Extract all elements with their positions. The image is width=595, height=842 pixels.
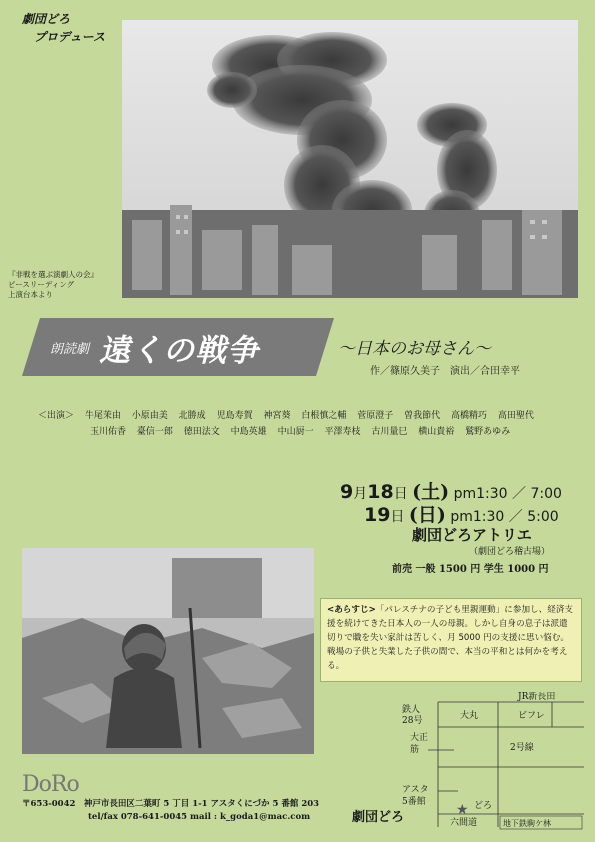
smoke-city-photo <box>122 20 578 298</box>
cast-member: 横山貴裕 <box>418 427 455 437</box>
date-line-1 <box>340 482 562 505</box>
producer-line-1: 劇団どろ <box>22 12 71 26</box>
producer-credit <box>22 10 105 46</box>
caption-line-3: 上演台本より <box>8 290 53 299</box>
map-rokkenmichi-label: 六間道 <box>450 818 478 828</box>
map-doro-label: どろ <box>474 801 493 811</box>
map-subway-label: 地下鉄駒ケ林 <box>503 819 551 828</box>
map-asuta-building-label: 5番館 <box>402 797 426 807</box>
month-label: 月 <box>353 486 368 502</box>
venue-subtitle: （劇団どろ稽古場） <box>469 547 551 557</box>
weekday: (日) <box>408 504 446 526</box>
cast-member: 中島英雄 <box>230 427 267 437</box>
performance-dates <box>340 482 562 528</box>
venue-name: 劇団どろアトリエ <box>412 526 532 544</box>
cast-member: 中山厨一 <box>277 427 314 437</box>
map-taisho-suji-label: 筋 <box>410 745 420 755</box>
play-subtitle: 〜日本のお母さん〜 <box>338 339 491 359</box>
show-times: pm1:30 ／ 7:00 <box>453 486 562 502</box>
cast-member: 児島寿賀 <box>216 411 253 421</box>
contact-address <box>22 798 319 824</box>
source-caption <box>8 270 98 300</box>
date-day: 19 <box>364 504 391 526</box>
synopsis-label: <あらすじ> <box>327 605 376 615</box>
author-director-credits: 作／篠原久美子 演出／合田幸平 <box>370 366 520 377</box>
cast-member: 白根慎之輔 <box>301 411 347 421</box>
cast-label: ＜出演＞ <box>38 411 75 421</box>
map-taisho-label: 大正 <box>410 733 429 743</box>
cast-member: 古川量巳 <box>371 427 408 437</box>
contact-line: tel/fax 078-641-0045 mail : k_goda1@mac.com <box>88 812 311 822</box>
address-line: 〒653-0042 神戸市長田区二葉町 5 丁目 1-1 アスタくにづか 5 番館 203 <box>22 799 320 809</box>
cast-member: 玉川佑香 <box>90 427 127 437</box>
caption-line-1: 『非戦を選ぶ演劇人の会』 <box>8 270 98 279</box>
ticket-price: 前売 一般 1500 円 学生 1000 円 <box>392 564 549 575</box>
cast-member: 曽我節代 <box>404 411 441 421</box>
title-banner-text <box>50 318 259 376</box>
cast-member: 徳田法文 <box>183 427 220 437</box>
synopsis-text: 「パレスチナの子ども里親運動」に参加し、経済支援を続けてきた日本人の一人の母親。しかし自身の息子は派遣切りで職を失い家計は苦しく、月 5000 円の支援に思い悩む。戦場の子供と失業した子供の間で、本当の平和とは何かを考える。 <box>327 605 574 671</box>
cast-member: 平澤寿枝 <box>324 427 361 437</box>
cast-member: 臺信一郎 <box>136 427 173 437</box>
weekday: (土) <box>412 481 450 503</box>
cast-member: 菅原澄子 <box>357 411 394 421</box>
map-tetsujin-label: 鉄人 <box>402 705 421 715</box>
child-rubble-photo <box>22 548 314 754</box>
cast-list <box>38 408 542 440</box>
map-route2-label: 2号線 <box>510 743 534 753</box>
cast-member: 高橋精巧 <box>451 411 488 421</box>
show-times: pm1:30 ／ 5:00 <box>450 509 559 525</box>
cast-member: 鷲野あゆみ <box>465 427 511 437</box>
cast-row-2 <box>38 424 542 440</box>
date-day: 18 <box>367 481 394 503</box>
day-label: 日 <box>390 509 405 525</box>
day-label: 日 <box>393 486 408 502</box>
map-daimaru-label: 大丸 <box>460 711 479 721</box>
caption-line-2: ピースリーディング <box>8 280 75 289</box>
cast-member: 高田聖代 <box>497 411 534 421</box>
map-tetsujin-number-label: 28号 <box>402 716 423 726</box>
genre-label: 朗読劇 <box>50 341 90 357</box>
date-month: 9 <box>340 481 354 503</box>
synopsis-box <box>320 598 582 682</box>
play-title: 遠くの戦争 <box>99 332 260 369</box>
cast-member: 小原由美 <box>131 411 168 421</box>
cast-row-1 <box>38 408 542 424</box>
access-map <box>398 692 584 832</box>
doro-logo <box>22 770 102 800</box>
cast-member: 北勝成 <box>178 411 206 421</box>
map-bifure-label: ビフレ <box>518 711 545 721</box>
logo-text: DoRo <box>22 772 79 796</box>
producer-line-2: プロデュース <box>34 30 106 44</box>
map-station-label: JR新長田 <box>518 692 556 702</box>
map-asuta-label: アスタ <box>402 785 429 795</box>
cast-member: 神宮葵 <box>263 411 291 421</box>
cast-member: 牛尾茉由 <box>84 411 121 421</box>
troupe-name: 劇団どろ <box>352 810 405 825</box>
map-star-icon: ★ <box>456 802 469 818</box>
